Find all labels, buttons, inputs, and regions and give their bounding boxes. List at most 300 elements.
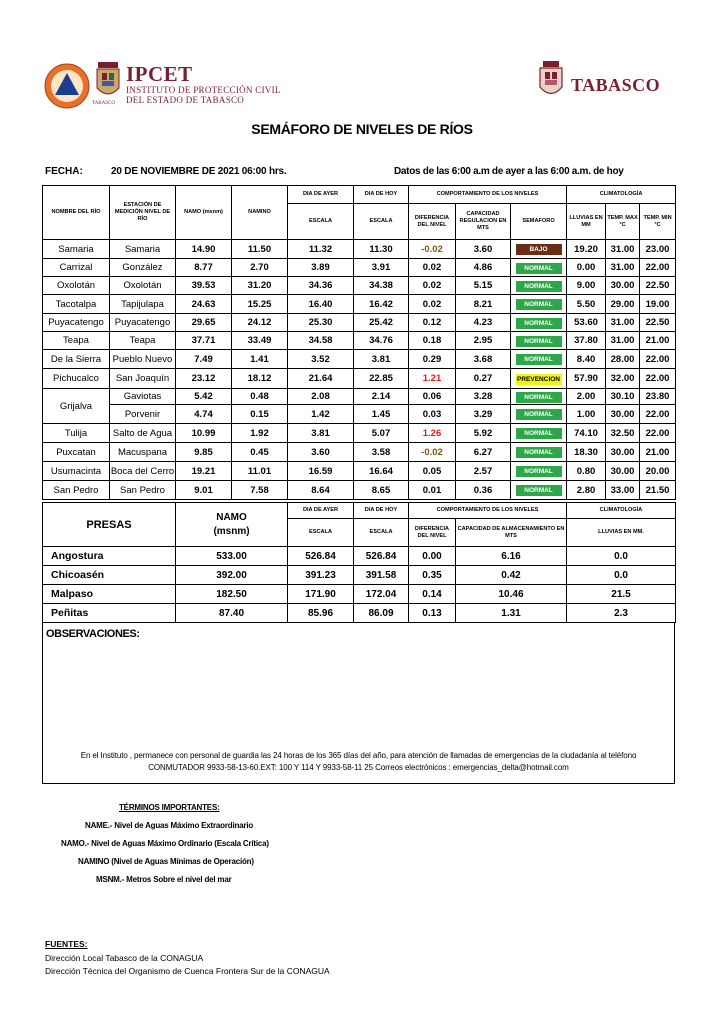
escala-ayer-cell: [288, 443, 354, 462]
capacidad-value: 3.68: [473, 353, 493, 365]
station-value: Teapa: [129, 335, 156, 346]
semaforo-cell: [511, 405, 567, 424]
namo-cell: [176, 240, 232, 259]
capacidad-value: 2.95: [473, 335, 493, 346]
tmin-value: 22.50: [645, 280, 670, 291]
lluvias-cell: [567, 314, 606, 332]
escala-ayer-cell: [288, 314, 354, 332]
tmax-cell: [606, 462, 640, 481]
dam-escala-ayer-value: 171.90: [305, 588, 336, 600]
station-cell: [110, 369, 176, 389]
table-row: [43, 481, 676, 500]
station-cell: [110, 314, 176, 332]
escala-ayer-value: 3.81: [311, 427, 330, 439]
status-badge: BAJO: [516, 244, 562, 255]
header-presas-lluvias: LLUVIAS EN MM.: [567, 519, 676, 547]
dam-escala-hoy-value: 86.09: [368, 607, 394, 619]
station-value: San Pedro: [120, 484, 165, 496]
tmin-cell: [640, 240, 676, 259]
dam-name-cell: [43, 585, 176, 604]
semaforo-cell: [511, 369, 567, 389]
escala-hoy-cell: [354, 240, 409, 259]
namo-cell: [176, 481, 232, 500]
namino-cell: [232, 369, 288, 389]
escala-hoy-cell: [354, 277, 409, 295]
escala-ayer-value: 11.32: [308, 243, 333, 255]
header-capacidad: CAPACIDAD REGULACION EN MTS: [456, 204, 511, 240]
header-station: ESTACIÓN DE MEDICIÓN NIVEL DE RÍO: [110, 186, 176, 240]
escala-ayer-value: 34.58: [308, 335, 333, 346]
namino-cell: [232, 314, 288, 332]
tmax-value: 32.50: [610, 427, 635, 439]
diferencia-value: 0.29: [422, 353, 442, 365]
diferencia-value: 0.06: [422, 391, 442, 402]
org-name-line2: DEL ESTADO DE TABASCO: [126, 95, 245, 105]
river-name-value: Oxolotán: [56, 280, 96, 291]
header-lluvias: LLUVIAS EN MM: [567, 204, 606, 240]
dam-capacidad-cell: [456, 566, 567, 585]
namino-value: 0.48: [250, 391, 269, 402]
capacidad-cell: [456, 295, 511, 314]
header-presas-dia-ayer: DIA DE AYER: [288, 503, 354, 519]
namino-value: 1.41: [250, 353, 269, 365]
observations-title: OBSERVACIONES:: [46, 628, 140, 640]
status-badge: NORMAL: [516, 428, 562, 439]
capacidad-value: 6.27: [473, 446, 493, 458]
semaforo-cell: [511, 277, 567, 295]
station-value: Gaviotas: [123, 391, 162, 402]
namo-cell: [176, 295, 232, 314]
dam-lluvias-cell: [567, 585, 676, 604]
escala-ayer-cell: [288, 350, 354, 369]
dam-escala-hoy-value: 391.58: [365, 569, 397, 581]
tmin-cell: [640, 332, 676, 350]
lluvias-value: 2.80: [576, 484, 596, 496]
station-cell: [110, 424, 176, 443]
tmax-cell: [606, 259, 640, 277]
tmax-value: 30.10: [610, 391, 635, 402]
diferencia-value: 0.12: [422, 317, 442, 328]
term-item: NAMO.- Nivel de Aguas Máximo Ordinario (Escala Crítica): [61, 839, 269, 848]
escala-ayer-value: 34.36: [308, 280, 333, 291]
dam-escala-ayer-cell: [288, 604, 354, 623]
river-name-cell: [43, 259, 110, 277]
data-period-note: Datos de las 6:00 a.m de ayer a las 6:00 a.m. de hoy: [394, 166, 624, 177]
dam-lluvias-cell: [567, 604, 676, 623]
lluvias-value: 0.00: [576, 262, 596, 273]
escala-hoy-value: 8.65: [371, 484, 391, 496]
civil-protection-seal-icon: [44, 63, 90, 109]
lluvias-cell: [567, 443, 606, 462]
capacidad-value: 4.86: [473, 262, 493, 273]
header-semaforo: SEMAFORO: [511, 204, 567, 240]
lluvias-cell: [567, 462, 606, 481]
station-value: González: [122, 262, 163, 273]
date-value: 20 DE NOVIEMBRE DE 2021 06:00 hrs.: [111, 166, 287, 177]
state-name: TABASCO: [571, 75, 661, 95]
namino-value: 24.12: [247, 317, 272, 328]
status-badge: NORMAL: [516, 392, 562, 403]
escala-ayer-cell: [288, 424, 354, 443]
lluvias-cell: [567, 295, 606, 314]
capacidad-value: 5.15: [473, 280, 493, 291]
capacidad-value: 3.60: [473, 243, 493, 255]
namo-cell: [176, 259, 232, 277]
tmax-cell: [606, 369, 640, 389]
station-cell: [110, 295, 176, 314]
dam-name-cell: [43, 566, 176, 585]
namo-value: 37.71: [191, 335, 216, 346]
namino-cell: [232, 405, 288, 424]
escala-ayer-value: 3.60: [311, 446, 330, 458]
escala-ayer-value: 21.64: [308, 373, 333, 384]
capacidad-cell: [456, 389, 511, 405]
namo-cell: [176, 405, 232, 424]
escala-hoy-value: 3.91: [371, 262, 391, 273]
escala-hoy-value: 2.14: [371, 391, 391, 402]
station-cell: [110, 277, 176, 295]
river-name-value: Puyacatengo: [48, 317, 104, 328]
namino-cell: [232, 332, 288, 350]
capacidad-value: 8.21: [473, 298, 493, 310]
diferencia-cell: [409, 314, 456, 332]
station-value: Puyacatengo: [114, 317, 171, 328]
river-name-cell: [43, 277, 110, 295]
diferencia-value: -0.02: [421, 446, 443, 458]
header-escala-hoy: ESCALA: [354, 204, 409, 240]
observations-note-1: En el Instituto , permanece con personal de guardia las 24 horas de los 365 días del año, para atención de llamadas de emergencias de la ciudadanía al teléfono: [80, 751, 637, 760]
capacidad-cell: [456, 259, 511, 277]
namino-cell: [232, 259, 288, 277]
escala-ayer-cell: [288, 259, 354, 277]
namo-value: 23.12: [191, 373, 216, 384]
station-value: San Joaquín: [115, 373, 170, 384]
namo-value: 9.01: [194, 484, 213, 496]
table-row: [43, 585, 676, 604]
dam-name-value: Chicoasén: [51, 569, 105, 581]
status-badge: NORMAL: [516, 318, 562, 329]
namo-value: 14.90: [191, 243, 216, 255]
escala-hoy-cell: [354, 462, 409, 481]
semaforo-cell: [511, 389, 567, 405]
station-cell: [110, 462, 176, 481]
tmax-cell: [606, 389, 640, 405]
dam-namo-cell: [176, 547, 288, 566]
river-name-value: Usumacinta: [50, 465, 102, 477]
namino-cell: [232, 295, 288, 314]
tmax-cell: [606, 443, 640, 462]
namo-cell: [176, 462, 232, 481]
header-presas: PRESAS: [43, 503, 176, 547]
dam-escala-ayer-value: 85.96: [307, 607, 334, 619]
escala-hoy-cell: [354, 259, 409, 277]
capacidad-value: 5.92: [473, 427, 493, 439]
source-item: Dirección Técnica del Organismo de Cuenca Frontera Sur de la CONAGUA: [45, 966, 330, 976]
namino-cell: [232, 481, 288, 500]
status-badge: PREVENCION: [517, 375, 560, 383]
escala-ayer-cell: [288, 481, 354, 500]
namo-cell: [176, 314, 232, 332]
lluvias-cell: [567, 240, 606, 259]
tmax-value: 31.00: [610, 335, 635, 346]
river-name-value: De la Sierra: [50, 353, 102, 365]
dam-lluvias-value: 21.5: [611, 588, 631, 600]
status-badge: NORMAL: [516, 466, 562, 477]
namino-cell: [232, 424, 288, 443]
river-name-cell: [43, 481, 110, 500]
ipcet-crest-icon: [93, 60, 123, 106]
tmax-cell: [606, 314, 640, 332]
escala-hoy-value: 1.45: [371, 408, 391, 420]
escala-hoy-cell: [354, 389, 409, 405]
dam-escala-ayer-value: 391.23: [305, 569, 336, 581]
river-name-cell: [43, 462, 110, 481]
header-dia-hoy: DIA DE HOY: [354, 186, 409, 204]
dam-diferencia-value: 0.13: [422, 607, 442, 619]
table-row: [43, 240, 676, 259]
dam-capacidad-cell: [456, 604, 567, 623]
table-row: [43, 462, 676, 481]
semaforo-cell: [511, 424, 567, 443]
header-presas-escala-hoy: ESCALA: [354, 519, 409, 547]
header-river-name: NOMBRE DEL RÍO: [43, 186, 110, 240]
capacidad-cell: [456, 443, 511, 462]
escala-hoy-value: 11.30: [369, 243, 393, 255]
escala-ayer-cell: [288, 405, 354, 424]
namino-cell: [232, 240, 288, 259]
semaforo-cell: [511, 443, 567, 462]
capacidad-cell: [456, 369, 511, 389]
escala-hoy-cell: [354, 405, 409, 424]
semaforo-cell: [511, 259, 567, 277]
namo-value: 8.77: [194, 262, 213, 273]
dam-escala-ayer-cell: [288, 585, 354, 604]
namo-value: 29.65: [191, 317, 216, 328]
lluvias-value: 57.90: [574, 373, 598, 384]
observations-note-2: CONMUTADOR 9933-58-13-60.EXT: 100 Y 114 Y 9933-58-11 25 Correos electrónicos : emergencias_delta@hotmail.com: [148, 763, 569, 772]
tmin-value: 20.00: [645, 465, 670, 477]
dam-namo-value: 182.50: [216, 588, 247, 600]
station-value: Oxolotán: [123, 280, 162, 291]
tmin-cell: [640, 369, 676, 389]
escala-hoy-value: 16.42: [369, 298, 393, 310]
header-climatologia: CLIMATOLOGÍA: [567, 186, 676, 204]
org-name-line1: INSTITUTO DE PROTECCIÓN CIVIL: [126, 85, 281, 95]
escala-hoy-cell: [354, 295, 409, 314]
station-cell: [110, 443, 176, 462]
status-badge: NORMAL: [516, 263, 562, 274]
namo-value: 19.21: [191, 465, 216, 477]
status-badge: NORMAL: [516, 447, 562, 458]
capacidad-value: 3.28: [473, 391, 493, 402]
escala-ayer-cell: [288, 389, 354, 405]
tmax-cell: [606, 277, 640, 295]
tmin-cell: [640, 462, 676, 481]
lluvias-value: 18.30: [574, 446, 598, 458]
river-name-value: Tulija: [64, 427, 88, 439]
tmax-cell: [606, 332, 640, 350]
namo-value: 9.85: [194, 446, 213, 458]
lluvias-value: 1.00: [576, 408, 596, 420]
source-item: Dirección Local Tabasco de la CONAGUA: [45, 953, 204, 963]
diferencia-value: 0.18: [422, 335, 442, 346]
tmin-cell: [640, 295, 676, 314]
diferencia-value: 0.01: [422, 484, 442, 496]
escala-ayer-cell: [288, 295, 354, 314]
namino-value: 11.01: [247, 465, 272, 477]
escala-ayer-cell: [288, 277, 354, 295]
namo-cell: [176, 369, 232, 389]
escala-hoy-cell: [354, 424, 409, 443]
status-badge: NORMAL: [516, 354, 562, 365]
tmin-value: 22.00: [645, 353, 670, 365]
dam-lluvias-value: 0.0: [614, 569, 628, 581]
tmin-cell: [640, 259, 676, 277]
dams-table: [42, 502, 676, 623]
semaforo-cell: [511, 295, 567, 314]
escala-ayer-value: 16.59: [308, 465, 333, 477]
capacidad-cell: [456, 277, 511, 295]
dam-namo-cell: [176, 585, 288, 604]
tmax-cell: [606, 240, 640, 259]
date-label: FECHA:: [45, 166, 83, 177]
capacidad-cell: [456, 462, 511, 481]
header-presas-namo-unit: (msnm): [213, 525, 250, 537]
diferencia-value: 0.05: [422, 465, 442, 477]
diferencia-cell: [409, 277, 456, 295]
lluvias-cell: [567, 405, 606, 424]
semaforo-cell: [511, 314, 567, 332]
header-namino: NAMINO: [232, 186, 288, 240]
capacidad-cell: [456, 424, 511, 443]
namino-value: 0.45: [250, 446, 269, 458]
dam-capacidad-cell: [456, 585, 567, 604]
header-presas-capacidad: CAPACIDAD DE ALMACENAMIENTO EN MTS: [456, 519, 567, 547]
diferencia-cell: [409, 389, 456, 405]
namino-cell: [232, 443, 288, 462]
dam-escala-hoy-cell: [354, 585, 409, 604]
river-name-cell: [43, 350, 110, 369]
tmax-value: 28.00: [610, 353, 635, 365]
escala-ayer-cell: [288, 369, 354, 389]
dam-name-cell: [43, 547, 176, 566]
tmin-value: 22.50: [645, 317, 670, 328]
namo-value: 5.42: [194, 391, 213, 402]
table-row: [43, 566, 676, 585]
semaforo-cell: [511, 462, 567, 481]
river-name-value: Pichucalco: [53, 373, 99, 384]
tmin-cell: [640, 350, 676, 369]
namino-value: 11.50: [247, 243, 272, 255]
dam-capacidad-value: 1.31: [501, 607, 521, 619]
namo-value: 7.49: [194, 353, 213, 365]
org-acronym: IPCET: [126, 62, 193, 86]
tmax-value: 30.00: [610, 408, 635, 420]
header-temp-max: TEMP. MAX °C: [606, 204, 640, 240]
lluvias-value: 5.50: [576, 298, 596, 310]
escala-hoy-value: 34.38: [369, 280, 393, 291]
tmin-value: 22.00: [645, 373, 670, 384]
station-cell: [110, 240, 176, 259]
escala-hoy-cell: [354, 314, 409, 332]
dam-name-value: Peñitas: [51, 607, 89, 619]
escala-ayer-value: 3.89: [311, 262, 330, 273]
sources-title: FUENTES:: [45, 939, 88, 949]
lluvias-cell: [567, 277, 606, 295]
tmin-cell: [640, 277, 676, 295]
lluvias-value: 74.10: [574, 427, 598, 439]
river-name-cell: [43, 314, 110, 332]
dam-namo-cell: [176, 566, 288, 585]
header-comportamiento: COMPORTAMIENTO DE LOS NIVELES: [409, 186, 567, 204]
dam-diferencia-cell: [409, 547, 456, 566]
tmax-value: 31.00: [610, 262, 635, 273]
table-row: [43, 314, 676, 332]
diferencia-value: 0.03: [422, 408, 442, 420]
tmin-value: 22.00: [645, 408, 670, 420]
dam-namo-cell: [176, 604, 288, 623]
diferencia-cell: [409, 259, 456, 277]
station-cell: [110, 389, 176, 405]
capacidad-value: 4.23: [473, 317, 493, 328]
dam-namo-value: 533.00: [216, 550, 247, 562]
escala-ayer-value: 3.52: [311, 353, 330, 365]
tmin-value: 22.00: [645, 262, 670, 273]
tmin-cell: [640, 389, 676, 405]
header-presas-namo-label: NAMO: [216, 511, 247, 523]
escala-hoy-value: 22.85: [369, 373, 393, 384]
dam-escala-ayer-cell: [288, 547, 354, 566]
tmax-value: 30.00: [610, 446, 635, 458]
status-badge: NORMAL: [516, 485, 562, 496]
namo-value: 4.74: [194, 408, 213, 420]
namino-value: 33.49: [247, 335, 272, 346]
table-row: [43, 369, 676, 389]
dam-escala-hoy-value: 526.84: [365, 550, 397, 562]
tmax-cell: [606, 405, 640, 424]
dam-lluvias-cell: [567, 547, 676, 566]
tmin-value: 21.00: [645, 335, 670, 346]
table-row: [43, 604, 676, 623]
escala-hoy-cell: [354, 369, 409, 389]
tmin-value: 23.80: [645, 391, 670, 402]
river-name-cell: [43, 240, 110, 259]
escala-hoy-cell: [354, 350, 409, 369]
diferencia-value: 1.21: [422, 373, 442, 384]
lluvias-value: 8.40: [576, 353, 596, 365]
term-item: NAME.- Nivel de Aguas Máximo Extraordinario: [85, 821, 254, 830]
status-badge: NORMAL: [516, 336, 562, 347]
tmax-cell: [606, 424, 640, 443]
dam-namo-value: 87.40: [218, 607, 245, 619]
lluvias-cell: [567, 259, 606, 277]
station-value: Boca del Cerro: [110, 465, 175, 477]
diferencia-value: 0.02: [422, 262, 442, 273]
dam-diferencia-cell: [409, 585, 456, 604]
header-presas-climatologia: CLIMATOLOGÍA: [567, 503, 676, 519]
lluvias-value: 37.80: [574, 335, 598, 346]
river-name-cell: [43, 295, 110, 314]
diferencia-value: 0.02: [422, 280, 442, 291]
dam-diferencia-value: 0.14: [422, 588, 442, 600]
terms-title: TÉRMINOS IMPORTANTES:: [119, 803, 220, 812]
escala-hoy-value: 3.81: [371, 353, 391, 365]
escala-ayer-value: 25.30: [308, 317, 333, 328]
tmax-value: 31.00: [610, 243, 635, 255]
diferencia-value: 1.26: [422, 427, 442, 439]
escala-hoy-value: 25.42: [369, 317, 393, 328]
tabasco-crest-icon: [536, 60, 566, 104]
